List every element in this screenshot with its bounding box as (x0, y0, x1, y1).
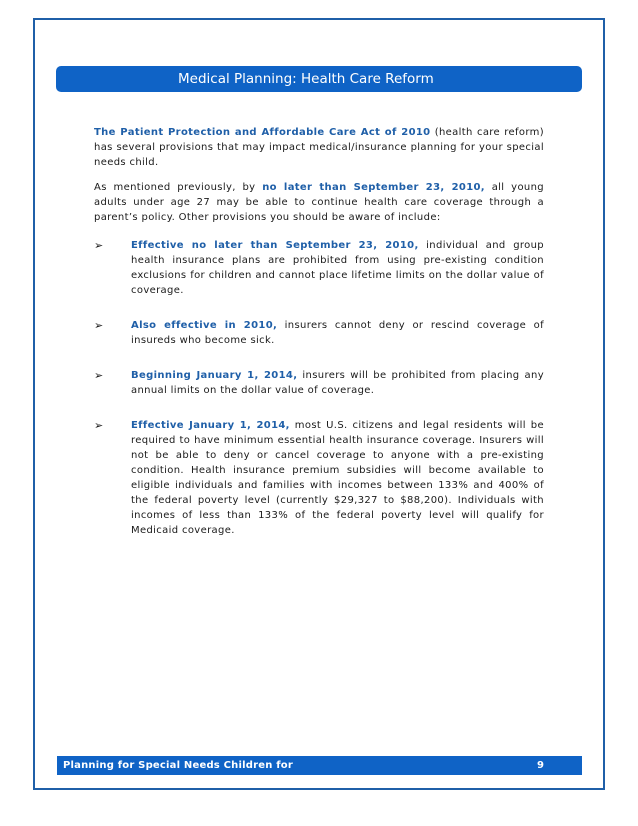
footer-title: Planning for Special Needs Children for (63, 760, 293, 771)
list-item-text (131, 418, 544, 538)
intro-paragraph-2 (94, 180, 544, 225)
list-item-heading: Beginning January 1, 2014, (131, 370, 298, 381)
list-item-heading: Also effective in 2010, (131, 320, 278, 331)
list-item-text (131, 318, 544, 348)
intro-paragraph-2-text: all young adults under age 27 may be able to continue health care coverage through a parent’s policy. Other provisions you should be aware of include: (94, 182, 544, 223)
list-item (94, 318, 544, 348)
list-item-text (131, 238, 544, 298)
intro-paragraph-1 (94, 125, 544, 170)
list-item (94, 238, 544, 298)
intro-paragraph-2-start: As mentioned previously, by (94, 182, 263, 193)
list-item (94, 368, 544, 398)
deadline-highlight: no later than September 23, 2010, (262, 182, 485, 193)
arrow-bullet-icon: ➢ (94, 369, 104, 382)
list-item-body: individual and group health insurance plans are prohibited from using pre-existing condition exclusions for children and cannot place lifetime limits on the dollar value of coverage. (131, 240, 544, 296)
list-item (94, 418, 544, 538)
list-item-body: insurers cannot deny or rescind coverage of insureds who become sick. (131, 320, 544, 346)
list-item-body: insurers will be prohibited from placing any annual limits on the dollar value of coverage. (131, 370, 544, 396)
list-item-body: most U.S. citizens and legal residents will be required to have minimum essential health insurance coverage. Insurers will not be able to deny or cancel coverage to anyone with a pre-existing condition. Health insurance premium subsidies will become available to eligible individuals and families with incomes between 133% and 400% of the federal poverty level (currently $29,327 to $88,200). Individuals with incomes of less than 133% of the federal poverty level will qualify for Medicaid coverage. (131, 420, 544, 536)
arrow-bullet-icon: ➢ (94, 419, 104, 432)
page-number: 9 (537, 760, 544, 771)
intro-paragraph-1-text: (health care reform) has several provisions that may impact medical/insurance planning for your special needs child. (94, 127, 544, 168)
document-body (94, 125, 544, 558)
section-title: Medical Planning: Health Care Reform (178, 71, 434, 87)
arrow-bullet-icon: ➢ (94, 319, 104, 332)
page-footer (57, 756, 582, 775)
list-item-text (131, 368, 544, 398)
list-item-heading: Effective January 1, 2014, (131, 420, 290, 431)
section-header-bar (56, 66, 582, 92)
arrow-bullet-icon: ➢ (94, 239, 104, 252)
list-item-heading: Effective no later than September 23, 2010, (131, 240, 419, 251)
act-name: The Patient Protection and Affordable Care Act of 2010 (94, 127, 431, 138)
